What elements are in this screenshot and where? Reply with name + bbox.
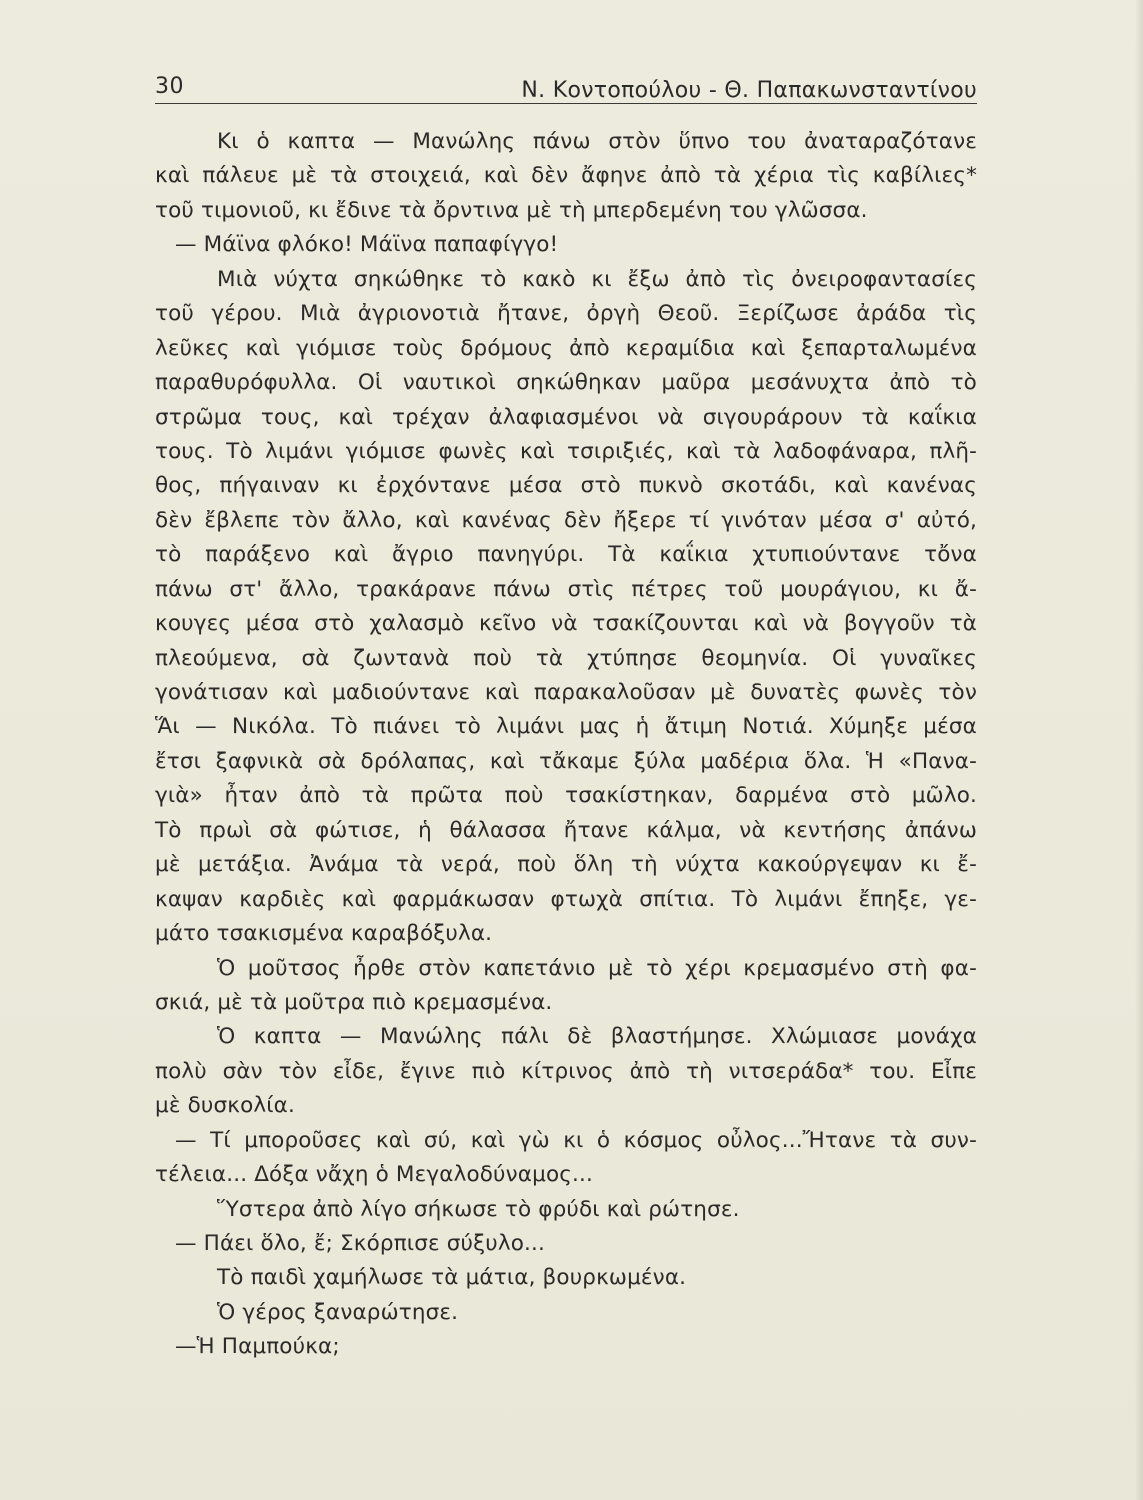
text-line: Ὕστερα ἀπὸ λίγο σήκωσε τὸ φρύδι καὶ ρώτησε. <box>217 1196 740 1222</box>
text-line: Ὁ καπτα — Μανώλης πάλι δὲ βλαστήμησε. Χλώμιασε μονάχα <box>217 1024 977 1050</box>
text-line: Κι ὁ καπτα — Μανώλης πάνω στὸν ὕπνο του ἀναταραζότανε <box>217 129 977 154</box>
text-line: δὲν ἔβλεπε τὸν ἄλλο, καὶ κανένας δὲν ἤξερε τί γινόταν μέσα σ' αὐτό, <box>155 507 977 533</box>
text-line: Ὁ μοῦτσος ἦρθε στὸν καπετάνιο μὲ τὸ χέρι κρεμασμένο στὴ φα- <box>217 955 977 981</box>
text-line: ἔτσι ξαφνικὰ σὰ δρόλαπας, καὶ τἄκαμε ξύλα μαδέρια ὅλα. Ἡ «Πανα- <box>155 748 977 774</box>
text-line: τοῦ γέρου. Μιὰ ἀγριονοτιὰ ἤτανε, ὀργὴ Θεοῦ. Ξερίζωσε ἀράδα τὶς <box>155 301 977 327</box>
text-line: μὲ δυσκολία. <box>155 1093 295 1119</box>
text-line: καὶ πάλευε μὲ τὰ στοιχειά, καὶ δὲν ἄφηνε ἀπὸ τὰ χέρια τὶς καβίλιες* <box>155 163 977 189</box>
text-line: — Μάϊνα φλόκο! Μάϊνα παπαφίγγο! <box>175 232 559 258</box>
text-line: Ὁ γέρος ξαναρώτησε. <box>217 1299 459 1325</box>
page-edge-shadow <box>1135 0 1143 1500</box>
header-rule <box>155 103 977 104</box>
text-line: μάτο τσακισμένα καραβόξυλα. <box>155 921 493 947</box>
text-line: καψαν καρδιὲς καὶ φαρμάκωσαν φτωχὰ σπίτια. Τὸ λιμάνι ἔπηξε, γε- <box>155 886 977 912</box>
text-line: θος, πήγαιναν κι ἐρχόντανε μέσα στὸ πυκνὸ σκοτάδι, καὶ κανένας <box>155 473 977 499</box>
text-line: — Τί μποροῦσες καὶ σύ, καὶ γὼ κι ὁ κόσμος οὖλος...Ἤτανε τὰ συν- <box>175 1127 977 1153</box>
page-number: 30 <box>155 74 184 99</box>
text-line: πολὺ σὰν τὸν εἶδε, ἔγινε πιὸ κίτρινος ἀπὸ τὴ νιτσεράδα* του. Εἶπε <box>155 1058 977 1084</box>
body-text <box>155 125 977 1365</box>
text-line: Τὸ παιδὶ χαμήλωσε τὰ μάτια, βουρκωμένα. <box>217 1265 687 1291</box>
text-line: τοῦ τιμονιοῦ, κι ἔδινε τὰ ὄρντινα μὲ τὴ μπερδεμένη του γλῶσσα. <box>155 197 868 223</box>
text-line: Ἅι — Νικόλα. Τὸ πιάνει τὸ λιμάνι μας ἡ ἄτιμη Νοτιά. Χύμηξε μέσα <box>155 714 977 740</box>
running-head: Ν. Κοντοπούλου - Θ. Παπακωνσταντίνου <box>521 78 977 103</box>
text-line: Μιὰ νύχτα σηκώθηκε τὸ κακὸ κι ἔξω ἀπὸ τὶς ὀνειροφαντασίες <box>217 266 977 292</box>
text-line: πλεούμενα, σὰ ζωντανὰ ποὺ τὰ χτύπησε θεομηνία. Οἱ γυναῖκες <box>155 645 977 671</box>
text-line: —Ἡ Παμπούκα; <box>175 1334 340 1360</box>
text-line: Τὸ πρωὶ σὰ φώτισε, ἡ θάλασσα ἤτανε κάλμα, νὰ κεντήσης ἀπάνω <box>155 817 977 843</box>
text-line: — Πάει ὅλο, ἔ; Σκόρπισε σύξυλο... <box>175 1231 545 1256</box>
text-line: γονάτισαν καὶ μαδιούντανε καὶ παρακαλοῦσαν μὲ δυνατὲς φωνὲς τὸν <box>155 680 977 705</box>
text-line: τέλεια... Δόξα νἄχη ὁ Μεγαλοδύναμος... <box>155 1162 593 1188</box>
text-line: λεῦκες καὶ γιόμισε τοὺς δρόμους ἀπὸ κεραμίδια καὶ ξεπαρταλωμένα <box>155 335 977 361</box>
text-line: πάνω στ' ἄλλο, τρακάρανε πάνω στὶς πέτρες τοῦ μουράγιου, κι ἄ- <box>155 576 977 602</box>
text-line: γιὰ» ἦταν ἀπὸ τὰ πρῶτα ποὺ τσακίστηκαν, δαρμένα στὸ μῶλο. <box>155 783 977 809</box>
text-line: στρῶμα τους, καὶ τρέχαν ἀλαφιασμένοι νὰ σιγουράρουν τὰ καΐκια <box>155 404 977 430</box>
text-line: σκιά, μὲ τὰ μοῦτρα πιὸ κρεμασμένα. <box>155 989 553 1015</box>
text-line: μὲ μετάξια. Ἀνάμα τὰ νερά, ποὺ ὅλη τὴ νύχτα κακούργεψαν κι ἔ- <box>155 852 977 878</box>
text-line: παραθυρόφυλλα. Οἱ ναυτικοὶ σηκώθηκαν μαῦρα μεσάνυχτα ἀπὸ τὸ <box>155 370 977 396</box>
text-line: τους. Τὸ λιμάνι γιόμισε φωνὲς καὶ τσιριξιές, καὶ τὰ λαδοφάναρα, πλῆ- <box>155 438 977 464</box>
text-line: τὸ παράξενο καὶ ἄγριο πανηγύρι. Τὰ καΐκια χτυπιούντανε τὄνα <box>155 542 977 568</box>
text-line: κουγες μέσα στὸ χαλασμὸ κεῖνο νὰ τσακίζουνται καὶ νὰ βογγοῦν τὰ <box>155 611 977 637</box>
